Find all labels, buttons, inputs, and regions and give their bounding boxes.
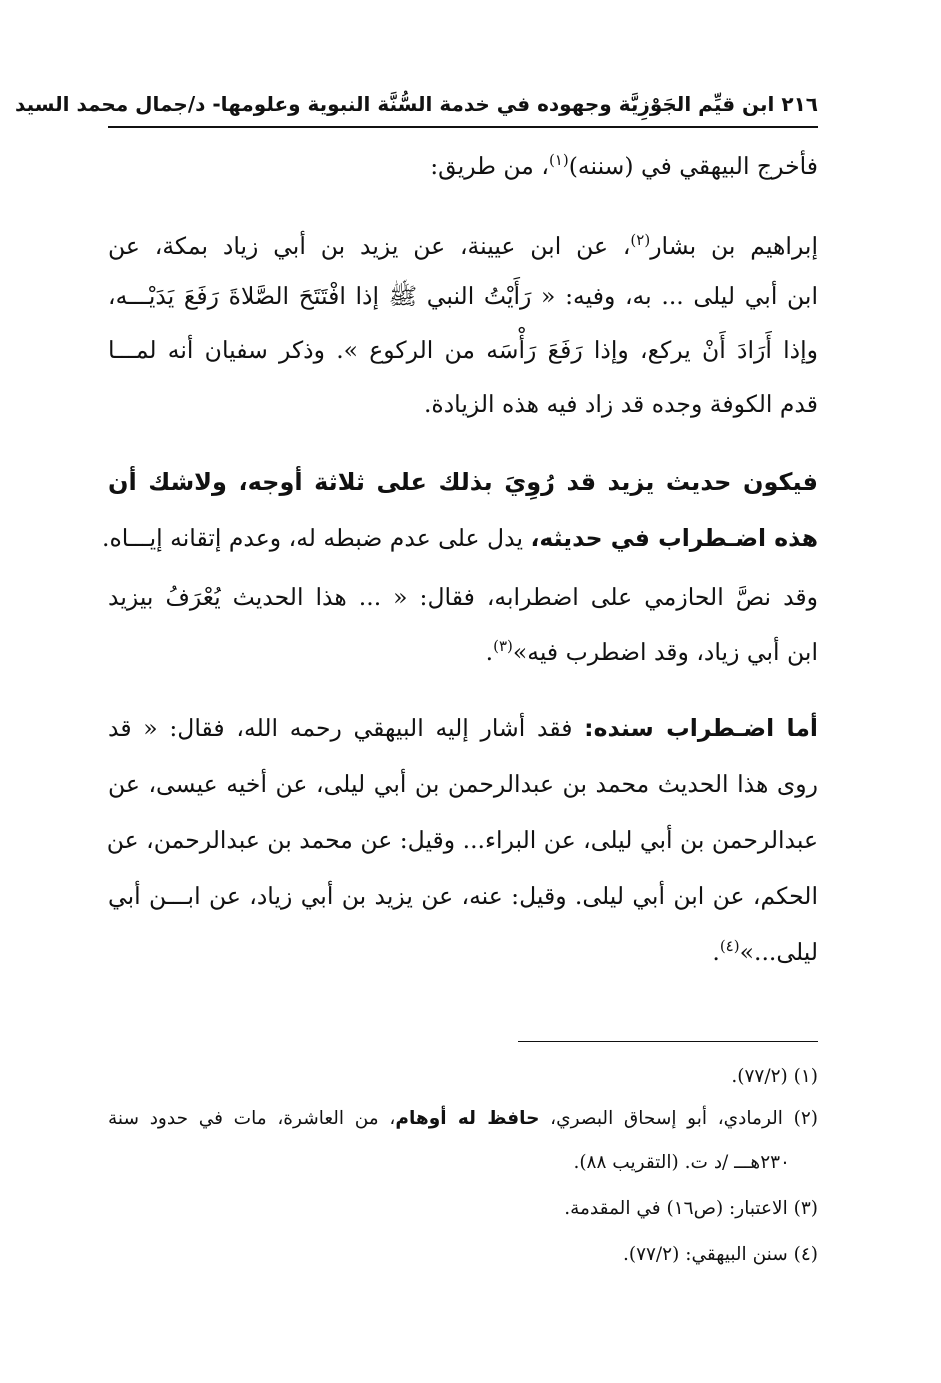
paragraph-text: ، من طريق: — [430, 152, 549, 180]
paragraph-4-line-5 — [108, 932, 818, 972]
running-header — [15, 86, 818, 128]
paragraph-4-line-4: الحكم، عن ابن أبي ليلى. وقيل: عنه، عن يزيد بن أبي زياد، عن ابـــن أبي — [108, 882, 818, 910]
footnote-text: (٢) الرمادي، أبو إسحاق البصري، — [539, 1108, 818, 1129]
paragraph-text: يدل على عدم ضبطه له، وعدم إتقانه إيـــاه. — [102, 524, 531, 552]
paragraph-3-line-1: فيكون حديث يزيد قد رُوِيَ بذلك على ثلاثة أوجه، ولاشك أن — [108, 468, 818, 496]
paragraph-text: . — [712, 938, 720, 966]
paragraph-4-line-2: روى هذا الحديث محمد بن عبدالرحمن بن أبي ليلى، عن أخيه عيسى، عن — [108, 770, 818, 798]
paragraph-1-line-1 — [108, 146, 818, 186]
paragraph-2-line-4: قدم الكوفة وجده قد زاد فيه هذه الزيادة. — [423, 390, 818, 418]
footnote-divider — [518, 1041, 818, 1042]
paragraph-3-line-3: وقد نصَّ الحازمي على اضطرابه، فقال: « ... هذا الحديث يُعْرَفُ بيزيد — [108, 583, 818, 611]
paragraph-text: فأخرج البيهقي في (سننه) — [568, 152, 818, 180]
paragraph-2-line-1 — [108, 226, 818, 266]
footnote-ref-1[interactable]: (١) — [548, 151, 569, 170]
bold-phrase: أما اضـطراب سنده: — [584, 714, 818, 742]
paragraph-4-line-1 — [108, 708, 818, 748]
paragraph-3-line-4 — [108, 632, 818, 672]
bold-phrase: حافظ له أوهام — [395, 1108, 540, 1129]
paragraph-2-line-2: ابن أبي ليلى ... به، وفيه: « رَأَيْتُ النبي ﷺ إذا افْتَتَحَ الصَّلاةَ رَفَعَ يَدَيْـــه، — [108, 282, 818, 310]
bold-phrase: هذه اضـطراب في حديثه، — [530, 524, 818, 552]
paragraph-text: إبراهيم بن بشار — [650, 232, 818, 260]
paragraph-text: ابن أبي زياد، وقد اضطرب فيه» — [512, 638, 818, 666]
footnote-text: ، من العاشرة، مات في حدود سنة — [108, 1108, 396, 1129]
paragraph-3-line-2 — [102, 518, 818, 558]
footnote-ref-4[interactable]: (٤) — [719, 937, 740, 956]
footnote-4: (٤) سنن البيهقي: (٧٧/٢). — [622, 1244, 818, 1265]
footnote-ref-3[interactable]: (٣) — [493, 637, 513, 656]
paragraph-text: فقد أشار إليه البيهقي رحمه الله، فقال: « قد — [108, 714, 585, 742]
footnote-1: (١) (٧٧/٢). — [731, 1066, 818, 1087]
footnote-ref-2[interactable]: (٢) — [630, 231, 651, 250]
footnote-3: (٣) الاعتبار: (ص١٦) في المقدمة. — [564, 1198, 818, 1219]
paragraph-text: . — [485, 638, 494, 666]
paragraph-text: ، عن ابن عيينة، عن يزيد بن أبي زياد بمكة، عن — [108, 232, 631, 260]
footnote-2-continued: ٢٣٠هـــ /د ت. (التقريب ٨٨). — [573, 1152, 790, 1173]
footnote-2 — [108, 1102, 818, 1136]
page-number: ٢١٦ — [781, 92, 818, 116]
paragraph-4-line-3: عبدالرحمن بن أبي ليلى، عن البراء... وقيل: عن محمد بن عبدالرحمن، عن — [106, 826, 818, 854]
paragraph-2-line-3: وإذا أَرَادَ أَنْ يركع، وإذا رَفَعَ رَأْسَه من الركوع ». وذكر سفيان أنه لمـــا — [108, 336, 818, 364]
running-title: ابن قيِّم الجَوْزِيَّة وجهوده في خدمة السُّنَّة النبوية وعلومها- د/جمال محمد السيد — [15, 92, 775, 116]
paragraph-text: ليلى...» — [739, 938, 818, 966]
